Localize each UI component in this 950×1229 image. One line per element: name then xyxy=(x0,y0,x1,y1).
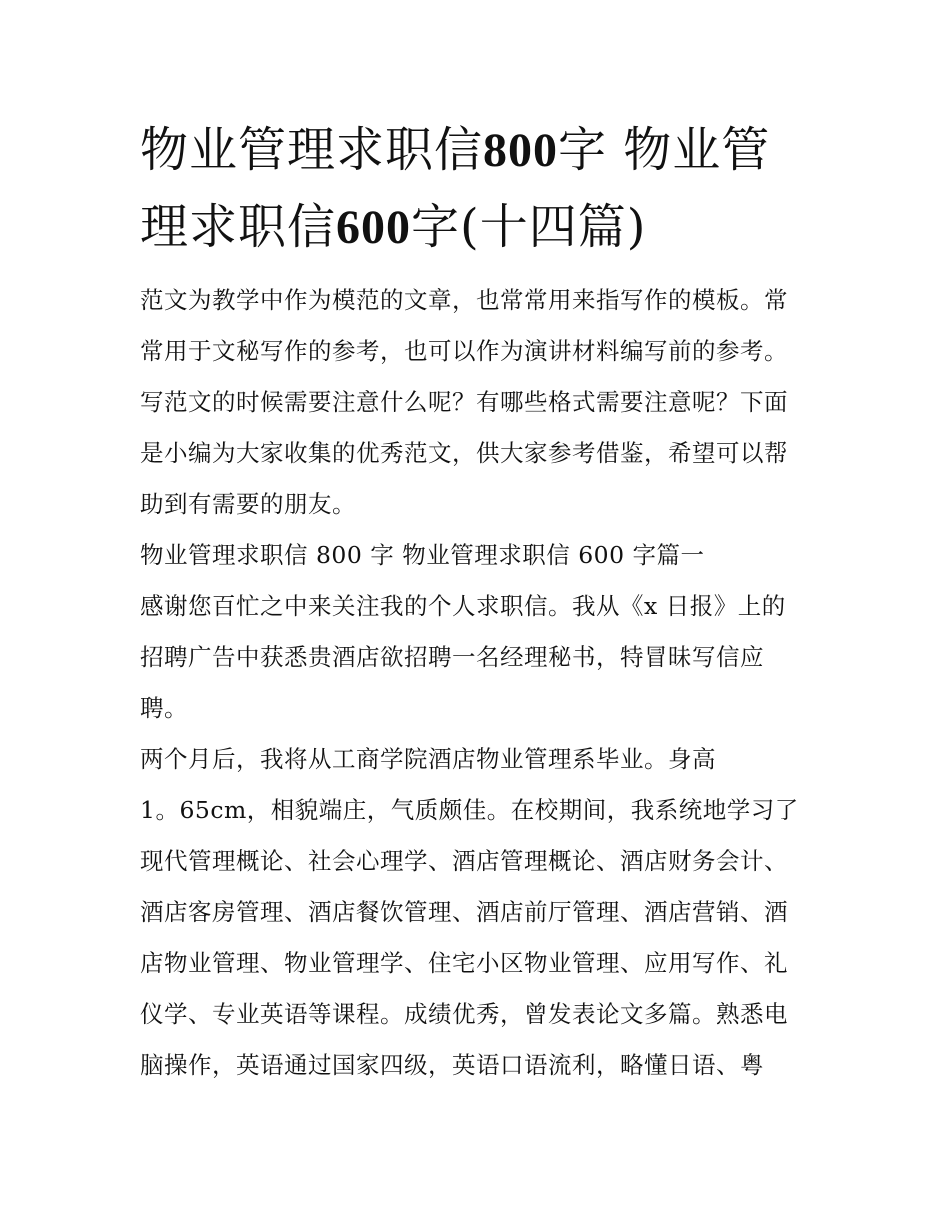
body-line: 1。65cm，相貌端庄，气质颇佳。在校期间，我系统地学习了 xyxy=(140,796,799,824)
section-heading: 物业管理求职信 800 字 物业管理求职信 600 字篇一 xyxy=(140,541,705,569)
body-line: 写范文的时候需要注意什么呢？有哪些格式需要注意呢？下面 xyxy=(140,388,788,416)
body-line: 脑操作，英语通过国家四级，英语口语流利，略懂日语、粤 xyxy=(140,1051,764,1079)
title-line-1-text: 物业管理求职信 xyxy=(140,122,484,178)
title-line-2-number: 600 xyxy=(336,201,412,254)
title-line-2-suffix: 字(十四篇) xyxy=(411,199,647,255)
body-line: 酒店客房管理、酒店餐饮管理、酒店前厅管理、酒店营销、酒 xyxy=(140,898,788,926)
body-line: 两个月后，我将从工商学院酒店物业管理系毕业。身高 xyxy=(140,745,716,773)
body-line: 助到有需要的朋友。 xyxy=(140,490,356,518)
body-line: 招聘广告中获悉贵酒店欲招聘一名经理秘书，特冒昧写信应 xyxy=(140,643,764,671)
body-line: 范文为教学中作为模范的文章，也常常用来指写作的模板。常 xyxy=(140,286,788,314)
body-line: 聘。 xyxy=(140,694,188,722)
body-line: 是小编为大家收集的优秀范文，供大家参考借鉴，希望可以帮 xyxy=(140,439,788,467)
body-line: 现代管理概论、社会心理学、酒店管理概论、酒店财务会计、 xyxy=(140,847,788,875)
title-line-2-text: 理求职信 xyxy=(140,199,337,255)
body-line: 店物业管理、物业管理学、住宅小区物业管理、应用写作、礼 xyxy=(140,949,788,977)
title-line-1-number: 800 xyxy=(483,124,559,177)
body-line: 常用于文秘写作的参考，也可以作为演讲材料编写前的参考。 xyxy=(140,337,788,365)
document-title xyxy=(140,112,820,266)
body-line: 感谢您百忙之中来关注我的个人求职信。我从《x 日报》上的 xyxy=(140,592,786,620)
title-line-1-suffix: 字 物业管 xyxy=(558,122,771,178)
body-line: 仪学、专业英语等课程。成绩优秀，曾发表论文多篇。熟悉电 xyxy=(140,1000,788,1028)
